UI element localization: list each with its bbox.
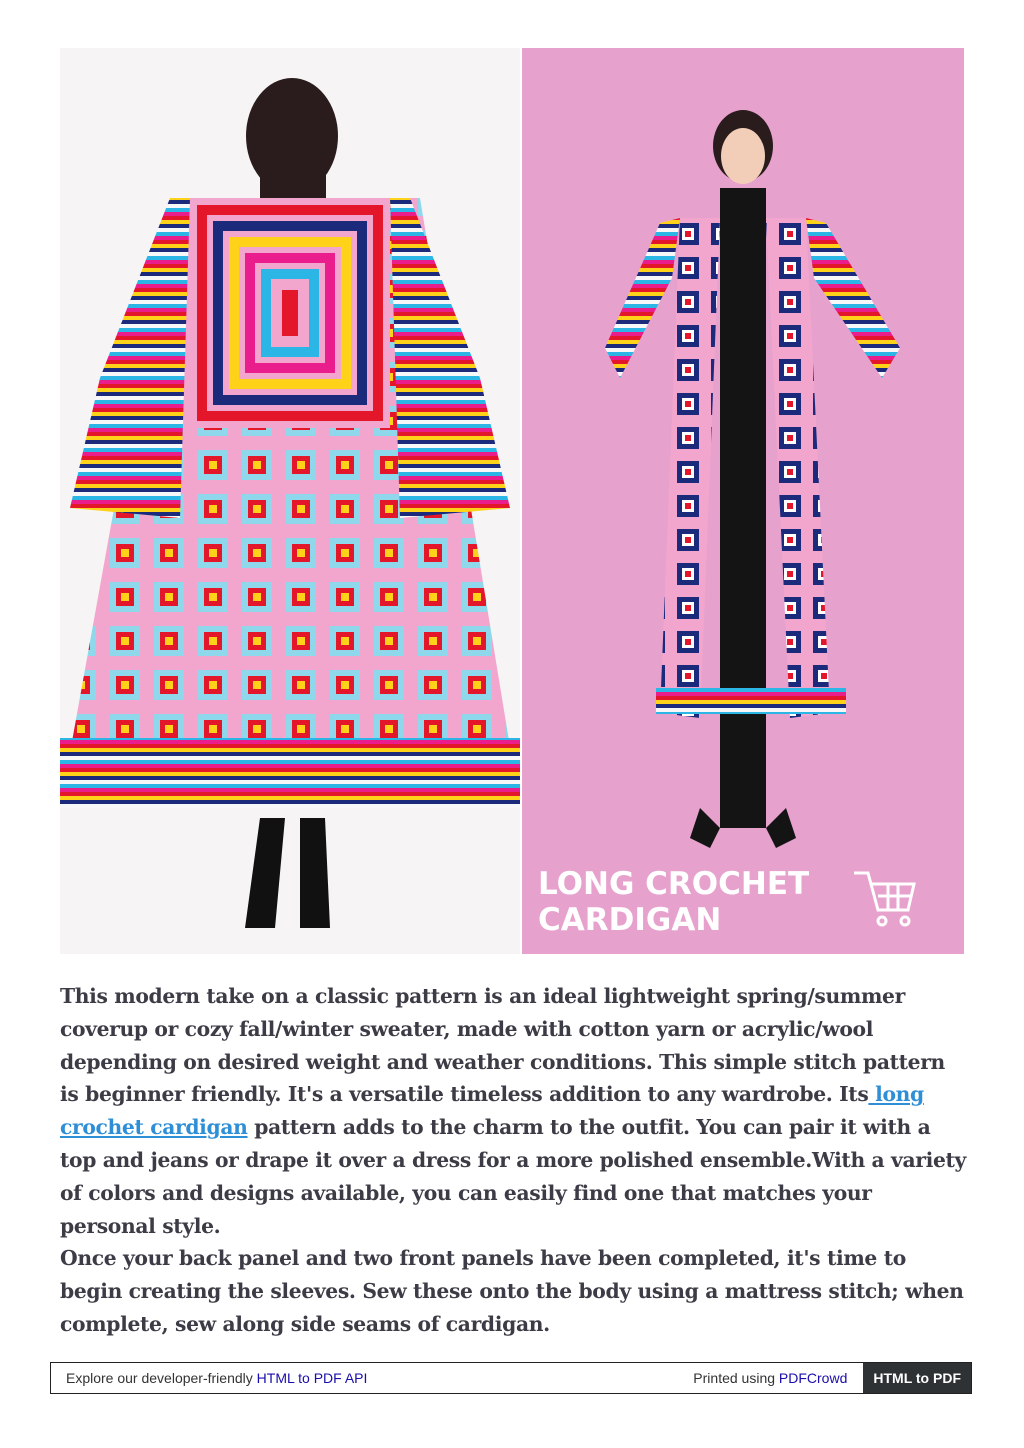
- html-to-pdf-button[interactable]: HTML to PDF: [863, 1363, 971, 1393]
- pdfcrowd-link[interactable]: PDFCrowd: [778, 1370, 848, 1386]
- html-to-pdf-api-link[interactable]: HTML to PDF API: [256, 1370, 368, 1386]
- cardigan-photo-collage: [60, 48, 964, 954]
- article-body: [60, 980, 970, 1341]
- footer-explore-text: Explore our developer-friendly: [66, 1370, 257, 1386]
- footer-explore: [51, 1370, 693, 1386]
- pdfcrowd-footer: [50, 1362, 972, 1394]
- paragraph-2: Once your back panel and two front panels have been completed, it's time to begin creating the sleeves. Sew these onto the body using a mattress stitch; when complete, sew along side seams of cardigan.: [60, 1246, 964, 1336]
- paragraph-1-text-end: pattern adds to the charm to the outfit. You can pair it with a top and jeans or drape it over a dress for a more polished ensemble.With a variety of colors and designs available, you can easily find one that matches your personal style.: [60, 1115, 966, 1238]
- paragraph-1: [60, 980, 970, 1242]
- image-overlay-line2: CARDIGAN: [538, 902, 722, 938]
- product-image: [60, 48, 964, 954]
- paragraph-1-text-start: This modern take on a classic pattern is an ideal lightweight spring/summer coverup or cozy fall/winter sweater, made with cotton yarn or acrylic/wool depending on desired weight and weather conditions. This simple stitch pattern is beginner friendly. It's a versatile timeless addition to any wardrobe. Its: [60, 984, 945, 1107]
- long-crochet-cardigan-link[interactable]: long crochet cardigan: [60, 1082, 924, 1140]
- footer-printed: [693, 1370, 863, 1386]
- footer-printed-text: Printed using: [693, 1370, 779, 1386]
- image-overlay-line1: LONG CROCHET: [538, 866, 810, 902]
